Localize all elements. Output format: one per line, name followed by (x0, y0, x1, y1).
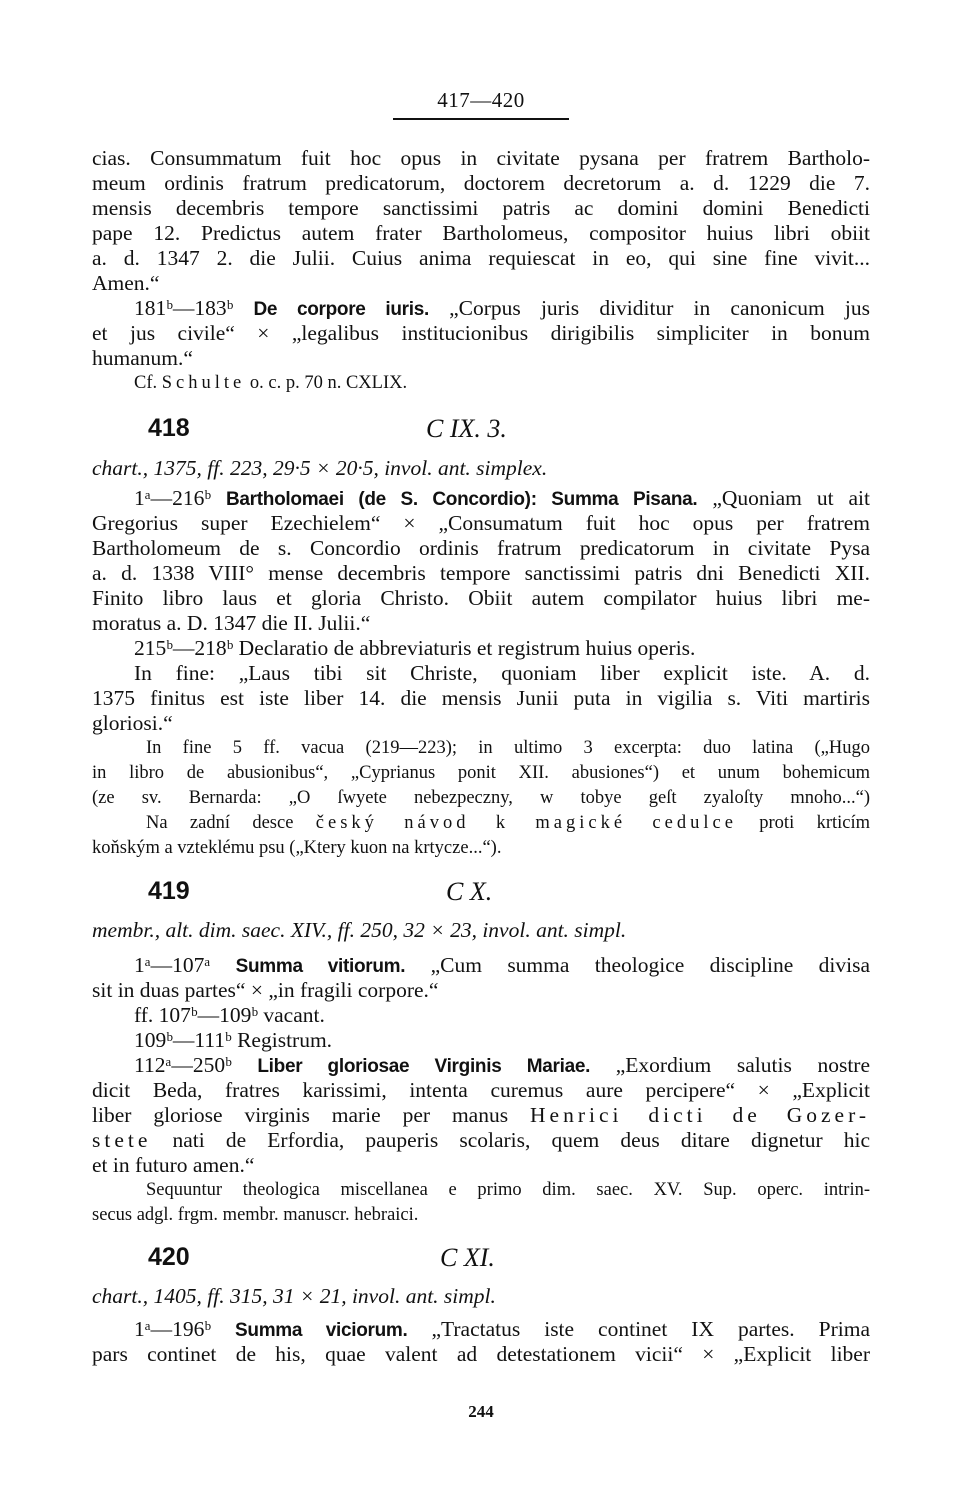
text-line: In fine: „Laus tibi sit Christe, quoniam liber explicit iste. A. d. (134, 661, 870, 685)
note-line: In fine 5 ff. vacua (219—223); in ultimo 3 excerpta: duo latina („Hugo (146, 738, 870, 758)
entry-number: 418 (148, 414, 190, 442)
work-title: Summa viciorum. (235, 1320, 408, 1341)
page-number: 244 (468, 1402, 494, 1421)
text-line: 109ᵇ—111ᵇ Registrum. (134, 1028, 333, 1052)
text-line: Gregorius super Ezechielem“ × „Consumatum fuit hoc opus per fratrem (92, 511, 870, 535)
text-line: gloriosi.“ (92, 711, 173, 735)
codex-description: chart., 1375, ff. 223, 29·5 × 20·5, invol. ant. simplex. (92, 456, 548, 480)
ref-prefix: Cf. (134, 373, 162, 393)
text-line: Amen.“ (92, 271, 160, 295)
text-line (92, 486, 870, 512)
text-line (92, 1103, 870, 1128)
entry-number: 420 (148, 1243, 190, 1271)
incipit-text: „Tractatus iste continet IX partes. Prima (407, 1317, 870, 1341)
incipit-text: „Exordium salutis nostre (590, 1053, 870, 1077)
text-line (92, 1128, 870, 1153)
text-line (92, 1317, 870, 1343)
running-header: 417—420 (437, 88, 525, 112)
entry-number: 419 (148, 877, 190, 905)
folio-range: 1ᵃ—107ᵃ (134, 953, 236, 977)
incipit-text: „Cum summa theologice discipline divisa (405, 953, 870, 977)
work-title: Bartholomaei (de S. Concordio): Summa Pisana. (225, 489, 698, 510)
shelf-signature: C X. (446, 877, 493, 906)
text-line: cias. Consummatum fuit hoc opus in civitate pysana per fratrem Bartholo- (92, 146, 870, 170)
text-line: moratus a. D. 1347 die II. Julii.“ (92, 611, 371, 635)
codex-description: membr., alt. dim. saec. XIV., ff. 250, 32 × 23, invol. ant. simpl. (92, 918, 627, 942)
header-rule (393, 118, 569, 120)
text-line: 1375 finitus est iste liber 14. die mensis Junii puta in vigilia s. Viti martiris (92, 686, 870, 710)
work-title: Summa vitiorum. (235, 956, 406, 977)
incipit-text: „Corpus juris dividitur in canonicum jus (428, 296, 871, 320)
text-line: a. d. 1338 VIII° mense decembris tempore sanctissimi patris dni Benedicti XII. (92, 561, 870, 585)
text-line (92, 953, 870, 979)
text-line: pars continet de his, quae valent ad detestationem vicii“ × „Explicit liber (92, 1342, 870, 1366)
explicit-text: nati de Erfordia, pauperis scolaris, quem deus ditare dignetur hic (151, 1128, 870, 1152)
text-line: Bartholomeum de s. Concordio ordinis fratrum predicatorum in civitate Pysa (92, 536, 870, 560)
note-line: secus adgl. frgm. membr. manuscr. hebraici. (92, 1205, 419, 1225)
scribe-name: stete (92, 1128, 152, 1152)
scribe-name: Henrici dicti de Gozer- (530, 1103, 870, 1127)
folio-range: 181ᵇ—183ᵇ (134, 296, 254, 320)
folio-range: 112ᵃ—250ᵇ (134, 1053, 258, 1077)
text-line: pape 12. Predictus autem frater Bartholomeus, compositor huius libri obiit (92, 221, 870, 245)
note-line: in libro de abusionibus“, „Cyprianus ponit XII. abusiones“) et unum bohemicum (92, 763, 870, 783)
text-line: meum ordinis fratrum predicatorum, doctorem decretorum a. d. 1229 die 7. (92, 171, 870, 195)
note-line: Sequuntur theologica miscellanea e primo dim. saec. XV. Sup. operc. intrin- (146, 1180, 870, 1200)
text-line: mensis decembris tempore sanctissimi patris ac domini domini Benedicti (92, 196, 870, 220)
ref-rest: o. c. p. 70 n. CXLIX. (245, 373, 408, 393)
reference-note (92, 371, 870, 396)
shelf-signature: C XI. (440, 1243, 495, 1272)
work-title: Liber gloriosae Virginis Mariae. (257, 1056, 591, 1077)
codex-description: chart., 1405, ff. 315, 31 × 21, invol. ant. simpl. (92, 1284, 496, 1308)
shelf-signature: C IX. 3. (426, 414, 507, 443)
note-line: koňským a vzteklému psu („Ktery kuon na krtycze...“). (92, 838, 502, 858)
text-line: ff. 107ᵇ—109ᵇ vacant. (134, 1003, 325, 1027)
text-line (92, 1053, 870, 1079)
explicit-text: liber gloriose virginis marie per manus (92, 1103, 531, 1127)
ref-author: Schulte (161, 373, 246, 393)
folio-range: 1ᵃ—196ᵇ (134, 1317, 236, 1341)
text-line: 215ᵇ—218ᵇ Declaratio de abbreviaturis et registrum huius operis. (134, 636, 696, 660)
text-line: Finito libro laus et gloria Christo. Obiit autem compilator huius libri me- (92, 586, 870, 610)
text-line: dicit Beda, fratres karissimi, intenta curemus aure percipere“ × „Explicit (92, 1078, 870, 1102)
note-spaced-text: český návod k magické cedulce (315, 813, 737, 833)
note-line (92, 811, 870, 836)
text-line (92, 296, 870, 322)
text-line: a. d. 1347 2. die Julii. Cuius anima requiescat in eo, qui sine fine vivit... (92, 246, 870, 270)
folio-range: 1ᵃ—216ᵇ (134, 486, 226, 510)
work-title: De corpore iuris. (253, 299, 429, 320)
text-line: sit in duas partes“ × „in fragili corpore.“ (92, 978, 439, 1002)
note-text: Na zadní desce (146, 813, 316, 833)
note-line: (ze sv. Bernarda: „O ſwyete nebezpeczny, w tobye geſt zyaloſty mnoho...“) (92, 788, 870, 808)
text-line: et in futuro amen.“ (92, 1153, 255, 1177)
incipit-text: „Quoniam ut ait (697, 486, 870, 510)
text-line: et jus civile“ × „legalibus institucionibus dirigibilis simpliciter in bonum (92, 321, 870, 345)
text-line: humanum.“ (92, 346, 193, 370)
note-text: proti krticím (736, 813, 870, 833)
book-page (92, 0, 870, 1512)
